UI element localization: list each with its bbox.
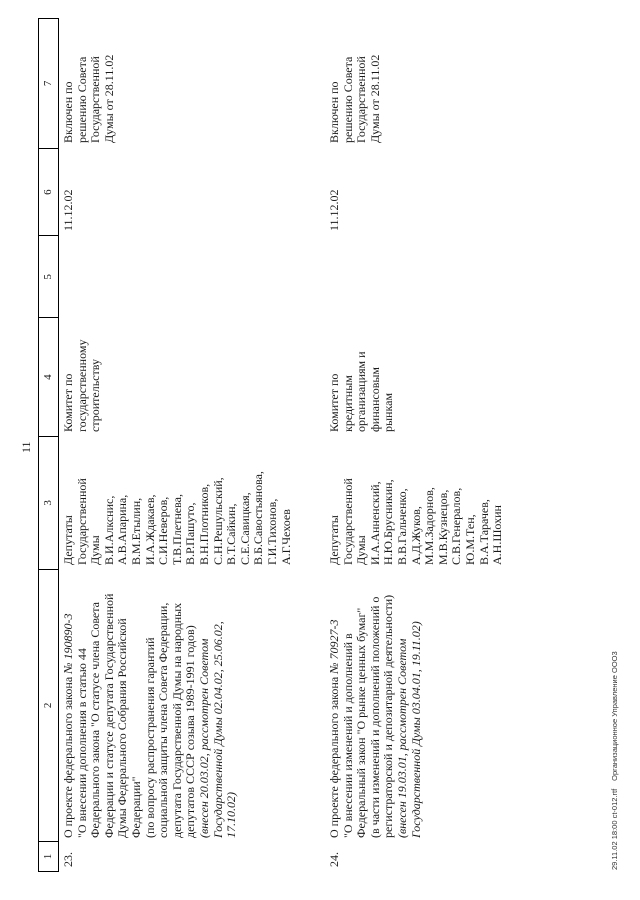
header-cell-2: 2 <box>39 570 58 842</box>
initiators-cell: Депутаты Государственной Думы И.А.Анненский, Н.Ю.Брусникин, В.В.Гальченко, А.Д.Жуков, М.М.Задорнов, М.В.Кузнецов, С.В.Генералов, Ю.М.Тен, В.А.Тарачев, А.Н.Шохин <box>327 478 505 565</box>
date-cell: 11.12.02 <box>327 189 341 231</box>
footer-file-info: 29.11.02 18:00 ct-012.rtf <box>610 788 619 870</box>
header-cell-1: 1 <box>42 853 54 860</box>
table-row <box>59 18 293 872</box>
bill-heading-text: О проекте федерального закона <box>327 673 341 838</box>
header-cell-5: 5 <box>39 236 58 318</box>
bill-heading-text: О проекте федерального закона <box>61 673 75 838</box>
decision-cell: Включен по решению Совета Государственной Думы от 28.11.02 <box>61 54 116 143</box>
row-number: 24. <box>327 852 341 867</box>
committee-cell: Комитет по государственному строительству <box>61 339 103 432</box>
decision-cell: Включен по решению Совета Государственной Думы от 28.11.02 <box>327 54 382 143</box>
row-number: 23. <box>61 852 75 867</box>
page-number: 11 <box>19 441 33 453</box>
empty-cell <box>59 236 62 318</box>
empty-cell <box>325 236 328 318</box>
table-row <box>325 18 505 872</box>
date-cell: 11.12.02 <box>61 189 75 231</box>
header-cell-6: 6 <box>39 149 58 237</box>
bill-heading <box>62 574 76 838</box>
initiators-cell: Депутаты Государственной Думы В.И.Алкснис, А.В.Апарина, В.М.Етылин, И.А.Ждакаев, С.И.Неверов, Т.В.Плетнева, В.Р.Пашуто, В.Н.Плотников, С.Н.Решульский, В.Т.Сайкин, С.Е.Савицкая, В.Б.Савостьянова, Г.И.Тихонов, А.Г.Чехоев <box>61 471 293 565</box>
bill-history: (внесен 20.03.02, рассмотрен Советом Государственной Думы 02.04.02, 25.06.02, 17.10.02) <box>196 621 239 838</box>
bill-description <box>325 570 423 843</box>
bill-history: (внесен 19.03.01, рассмотрен Советом Государственной Думы 03.04.01, 19.11.02) <box>394 621 423 838</box>
bill-title: "О внесении дополнения в статью 44 Федерального закона "О статусе члена Совета Федерации и статусе депутата Государственной Думы Федерального Собрания Российской Федерации" (по вопросу распространения гарантий социальной защиты члена Совета Федерации, депутата Государственной Думы на народных депутатов СССР созыва 1989-1991 годов) <box>74 593 198 838</box>
header-cell-7: 7 <box>39 19 58 149</box>
header-cell-3: 3 <box>39 437 58 570</box>
header-cell-4: 4 <box>39 318 58 437</box>
bill-description <box>59 570 239 843</box>
page-footer <box>610 651 619 870</box>
table-header <box>38 18 59 872</box>
bill-number: № 190890-3 <box>61 613 75 674</box>
bill-title: "О внесении изменений и дополнений в Федеральный закон "О рынке ценных бумаг" (в части изменений и дополнений положений о регистраторской и депозитарной деятельности) <box>340 594 396 838</box>
bill-number: № 70927-3 <box>327 619 341 674</box>
bill-heading <box>328 574 342 838</box>
footer-organization: Организационное Управление ООО3 <box>610 651 619 781</box>
committee-cell: Комитет по кредитным организациям и финансовым рынкам <box>327 351 396 432</box>
